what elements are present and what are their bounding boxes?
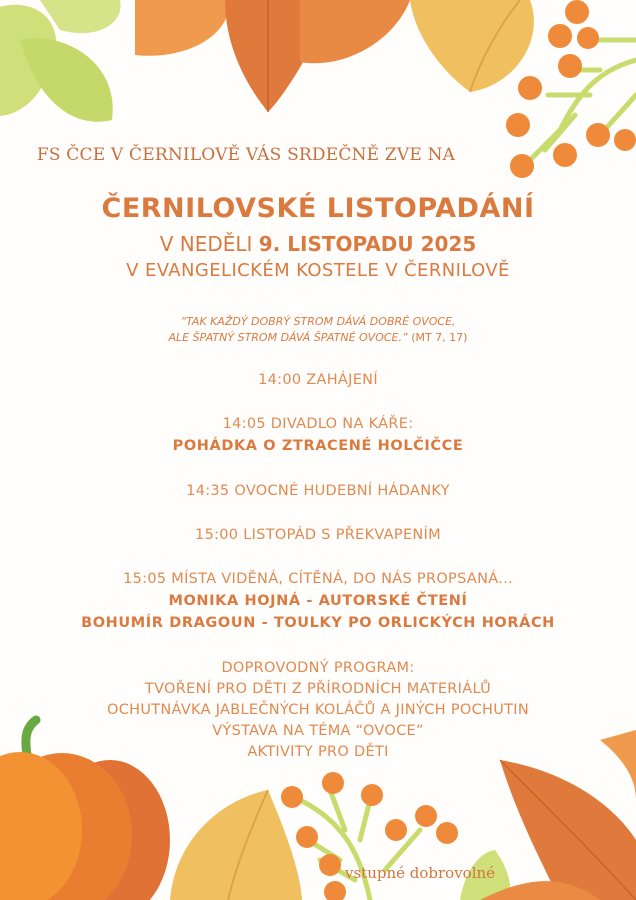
program-item: 15:05 MÍSTA VIDĚNÁ, CÍTĚNÁ, DO NÁS PROPSANÁ... [123, 571, 513, 587]
event-venue: V EVANGELICKÉM KOSTELE V ČERNILOVĚ [126, 260, 510, 281]
side-program-item: AKTIVITY PRO DĚTI [247, 744, 389, 760]
program-item: 14:00 ZAHÁJENÍ [258, 372, 378, 388]
program-highlight: BOHUMÍR DRAGOUN - TOULKY PO ORLICKÝCH HORÁCH [81, 615, 555, 631]
side-program-item: OCHUTNÁVKA JABLEČNÝCH KOLÁČŮ A JINÝCH POCHUTIN [106, 702, 529, 718]
quote-line-1: “TAK KAŽDÝ DOBRÝ STROM DÁVÁ DOBRÉ OVOCE, [180, 315, 456, 328]
program-item: 14:05 DIVADLO NA KÁŘE: [222, 416, 414, 432]
quote-line-2: ALE ŠPATNÝ STROM DÁVÁ ŠPATNÉ OVOCE.” [168, 331, 408, 344]
side-program-heading: DOPROVODNÝ PROGRAM: [221, 660, 415, 676]
side-program-item: VÝSTAVA NA TÉMA “OVOCE” [212, 723, 424, 739]
date-value: 9. LISTOPADU 2025 [258, 232, 477, 256]
green-leaf-icon [0, 0, 121, 122]
side-program-item: TVOŘENÍ PRO DĚTI Z PŘÍRODNÍCH MATERIÁLŮ [144, 681, 492, 697]
quote-reference: (MT 7, 17) [411, 331, 468, 344]
event-date [0, 232, 636, 256]
program-highlight: MONIKA HOJNÁ - AUTORSKÉ ČTENÍ [168, 593, 468, 609]
orange-leaf-icon [135, 0, 410, 112]
yellow-leaf-icon [170, 790, 302, 900]
date-prefix: V NEDĚLI [159, 232, 253, 256]
bible-quote [0, 314, 636, 346]
program-item: 15:00 LISTOPÁD S PŘEKVAPENÍM [195, 527, 441, 543]
invitation-line: FS ČCE V ČERNILOVĚ VÁS SRDEČNĚ ZVE NA [36, 145, 456, 165]
program-item: 14:35 OVOCNÉ HUDEBNÍ HÁDANKY [186, 483, 450, 499]
yellow-leaf-icon [410, 0, 534, 92]
event-title: ČERNILOVSKÉ LISTOPADÁNÍ [101, 193, 535, 224]
admission-note: vstupné dobrovolné [345, 864, 496, 882]
program-highlight: POHÁDKA O ZTRACENÉ HOLČIČCE [172, 438, 464, 454]
